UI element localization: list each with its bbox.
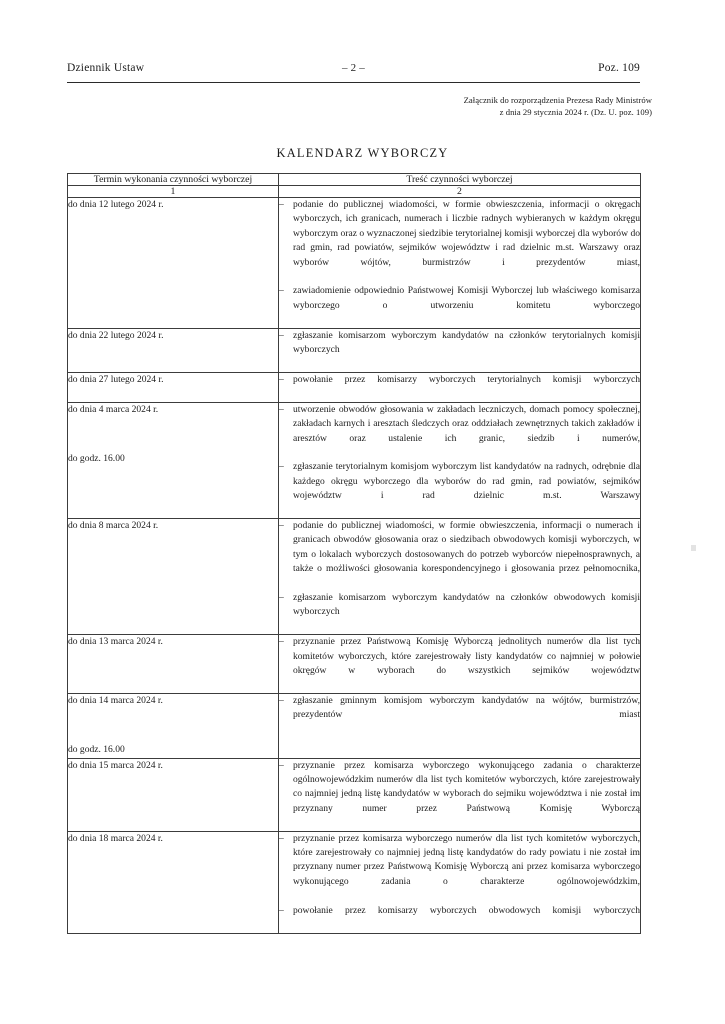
table-row: [68, 328, 641, 372]
activity-list: [279, 198, 640, 328]
deadline-cell: [68, 758, 279, 831]
deadline-cell: [68, 635, 279, 694]
bullet-dash-icon: –: [279, 403, 284, 415]
activity-item: [279, 198, 640, 284]
activity-item: [279, 373, 640, 402]
deadline-cell: [68, 372, 279, 402]
activity-list: [279, 635, 640, 693]
activity-text: przyznanie przez komisarza wyborczego wykonującego zadania o charakterze ogólnowojewódzkim numerów dla list tych komitetów wyborczych, które zarejestrowały co najmniej jedną listę kandydatów w wyborach do sejmiku województwa i nie został im przyznany numer przez Państwową Komisję Wyborczą: [293, 759, 640, 814]
bullet-dash-icon: –: [279, 519, 284, 531]
table-row: [68, 831, 641, 933]
table-header-row: [68, 174, 641, 186]
annex-note-line-2: z dnia 29 stycznia 2024 r. (Dz. U. poz. 109): [499, 107, 652, 118]
bullet-dash-icon: –: [279, 285, 284, 297]
bullet-dash-icon: –: [279, 832, 284, 844]
activity-text: zgłaszanie terytorialnym komisjom wyborczym list kandydatów na radnych, odrębnie dla każdego okręgu wyborczego dla wyborów do rad gmin, rad powiatów, sejmików województw i rad dzielnic m.st. Warszawy: [293, 461, 640, 502]
deadline-cell: [68, 693, 279, 758]
activity-cell: [279, 693, 641, 758]
deadline-cell: [68, 831, 279, 933]
table-body: [68, 198, 641, 934]
activity-text: podanie do publicznej wiadomości, w formie obwieszczenia, informacji o numerach i granicach obwodów głosowania oraz o siedzibach obwodowych komisji wyborczych, w tym o lokalach wyborczych dostosowanych do potrzeb wyborców niepełnosprawnych, a także o możliwości głosowania korespondencyjnego i głosowania przez pełnomocnika,: [293, 519, 640, 575]
activity-cell: [279, 372, 641, 402]
column-number-1: 1: [68, 186, 279, 198]
table-row: [68, 693, 641, 758]
deadline-date: do dnia 15 marca 2024 r.: [68, 759, 163, 771]
table-row: [68, 758, 641, 831]
activity-item: [279, 403, 640, 461]
activity-cell: [279, 198, 641, 329]
running-header: [67, 62, 640, 84]
table-row: [68, 518, 641, 634]
page-number: – 2 –: [342, 62, 365, 74]
scan-artifact: [691, 545, 696, 551]
activity-list: [279, 519, 640, 634]
activity-cell: [279, 635, 641, 694]
activity-text: powołanie przez komisarzy wyborczych obwodowych komisji wyborczych: [293, 904, 640, 916]
table-row: [68, 402, 641, 518]
activity-cell: [279, 328, 641, 372]
activity-text: powołanie przez komisarzy wyborczych terytorialnych komisji wyborczych: [293, 373, 640, 385]
deadline-date: do dnia 13 marca 2024 r.: [68, 636, 163, 648]
activity-item: [279, 635, 640, 693]
deadline-time: do godz. 16.00: [68, 453, 125, 465]
deadline-cell: [68, 328, 279, 372]
activity-text: utworzenie obwodów głosowania w zakładach leczniczych, domach pomocy społecznej, zakładach karnych i aresztach śledczych oraz oddziałach zewnętrznych takich zakładów i aresztów oraz ustalenie ich granic, siedzib i numerów,: [293, 403, 640, 444]
activity-text: przyznanie przez komisarza wyborczego numerów dla list tych komitetów wyborczych, które zarejestrowały co najmniej jedną listę kandydatów do rady powiatu i nie został im przyznany numer przez Państwową Komisję Wyborczą ani przez komisarza wyborczego wykonującego zadania o charakterze ogólnowojewódzkim,: [293, 832, 640, 887]
table-row: [68, 635, 641, 694]
deadline-cell: [68, 402, 279, 518]
activity-list: [279, 759, 640, 831]
deadline-date: do dnia 22 lutego 2024 r.: [68, 329, 164, 341]
bullet-dash-icon: –: [279, 199, 284, 210]
deadline-date: do dnia 27 lutego 2024 r.: [68, 373, 164, 385]
activity-list: [279, 832, 640, 933]
activity-text: podanie do publicznej wiadomości, w formie obwieszczenia, informacji o okręgach wyborczych, ich granicach, numerach i liczbie radnych wybieranych w każdym okręgu wyborczym oraz o wyznaczonej siedzibie terytorialnej komisji wyborczej dla wyborów do rad gmin, rad powiatów, sejmików województw i rad dzielnic m.st. Warszawy oraz wyborów wójtów, burmistrzów i prezydentów miast,: [293, 199, 640, 268]
deadline-date: do dnia 12 lutego 2024 r.: [68, 199, 164, 210]
table-row: [68, 198, 641, 329]
activity-item: [279, 591, 640, 634]
activity-cell: [279, 758, 641, 831]
activity-list: [279, 373, 640, 402]
activity-text: zgłaszanie komisarzom wyborczym kandydatów na członków obwodowych komisji wyborczych: [293, 591, 640, 618]
activity-item: [279, 460, 640, 518]
bullet-dash-icon: –: [279, 461, 284, 473]
bullet-dash-icon: –: [279, 636, 284, 648]
deadline-date: do dnia 4 marca 2024 r.: [68, 403, 159, 415]
activity-item: [279, 904, 640, 933]
electoral-calendar-table: [67, 173, 641, 934]
table-number-row: [68, 186, 641, 198]
deadline-date: do dnia 18 marca 2024 r.: [68, 832, 163, 844]
table-row: [68, 372, 641, 402]
activity-text: zgłaszanie komisarzom wyborczym kandydatów na członków terytorialnych komisji wyborczych: [293, 329, 640, 356]
activity-item: [279, 329, 640, 372]
annex-note-line-1: Załącznik do rozporządzenia Prezesa Rady Ministrów: [463, 95, 652, 105]
bullet-dash-icon: –: [279, 759, 284, 771]
activity-item: [279, 694, 640, 737]
column-number-2: 2: [279, 186, 641, 198]
header-rule: [67, 82, 640, 83]
deadline-date: do dnia 8 marca 2024 r.: [68, 519, 159, 531]
bullet-dash-icon: –: [279, 694, 284, 706]
deadline-cell: [68, 198, 279, 329]
running-header-right: Poz. 109: [598, 62, 640, 74]
deadline-date: do dnia 14 marca 2024 r.: [68, 694, 163, 706]
activity-cell: [279, 518, 641, 634]
page-title: KALENDARZ WYBORCZY: [276, 146, 449, 160]
activity-item: [279, 284, 640, 327]
activity-text: zgłaszanie gminnym komisjom wyborczym kandydatów na wójtów, burmistrzów, prezydentów miast: [293, 694, 640, 721]
activity-list: [279, 403, 640, 518]
activity-list: [279, 694, 640, 737]
deadline-cell: [68, 518, 279, 634]
activity-cell: [279, 402, 641, 518]
column-header-term: Termin wykonania czynności wyborczej: [68, 174, 279, 186]
activity-text: przyznanie przez Państwową Komisję Wyborczą jednolitych numerów dla list tych komitetów wyborczych, które zarejestrowały listy kandydatów co najmniej w połowie okręgów w wyborach do wszystkich sejmików województw: [293, 636, 640, 676]
column-header-description: Treść czynności wyborczej: [279, 174, 641, 186]
activity-item: [279, 519, 640, 591]
bullet-dash-icon: –: [279, 329, 284, 341]
activity-text: zawiadomienie odpowiednio Państwowej Komisji Wyborczej lub właściwego komisarza wyborczego o utworzeniu komitetu wyborczego: [293, 285, 640, 311]
activity-item: [279, 832, 640, 904]
bullet-dash-icon: –: [279, 904, 284, 916]
annex-note: [352, 94, 652, 119]
deadline-time: do godz. 16.00: [68, 744, 125, 756]
bullet-dash-icon: –: [279, 373, 284, 385]
activity-cell: [279, 831, 641, 933]
activity-list: [279, 329, 640, 372]
activity-item: [279, 759, 640, 831]
running-header-left: Dziennik Ustaw: [67, 62, 145, 74]
bullet-dash-icon: –: [279, 591, 284, 603]
